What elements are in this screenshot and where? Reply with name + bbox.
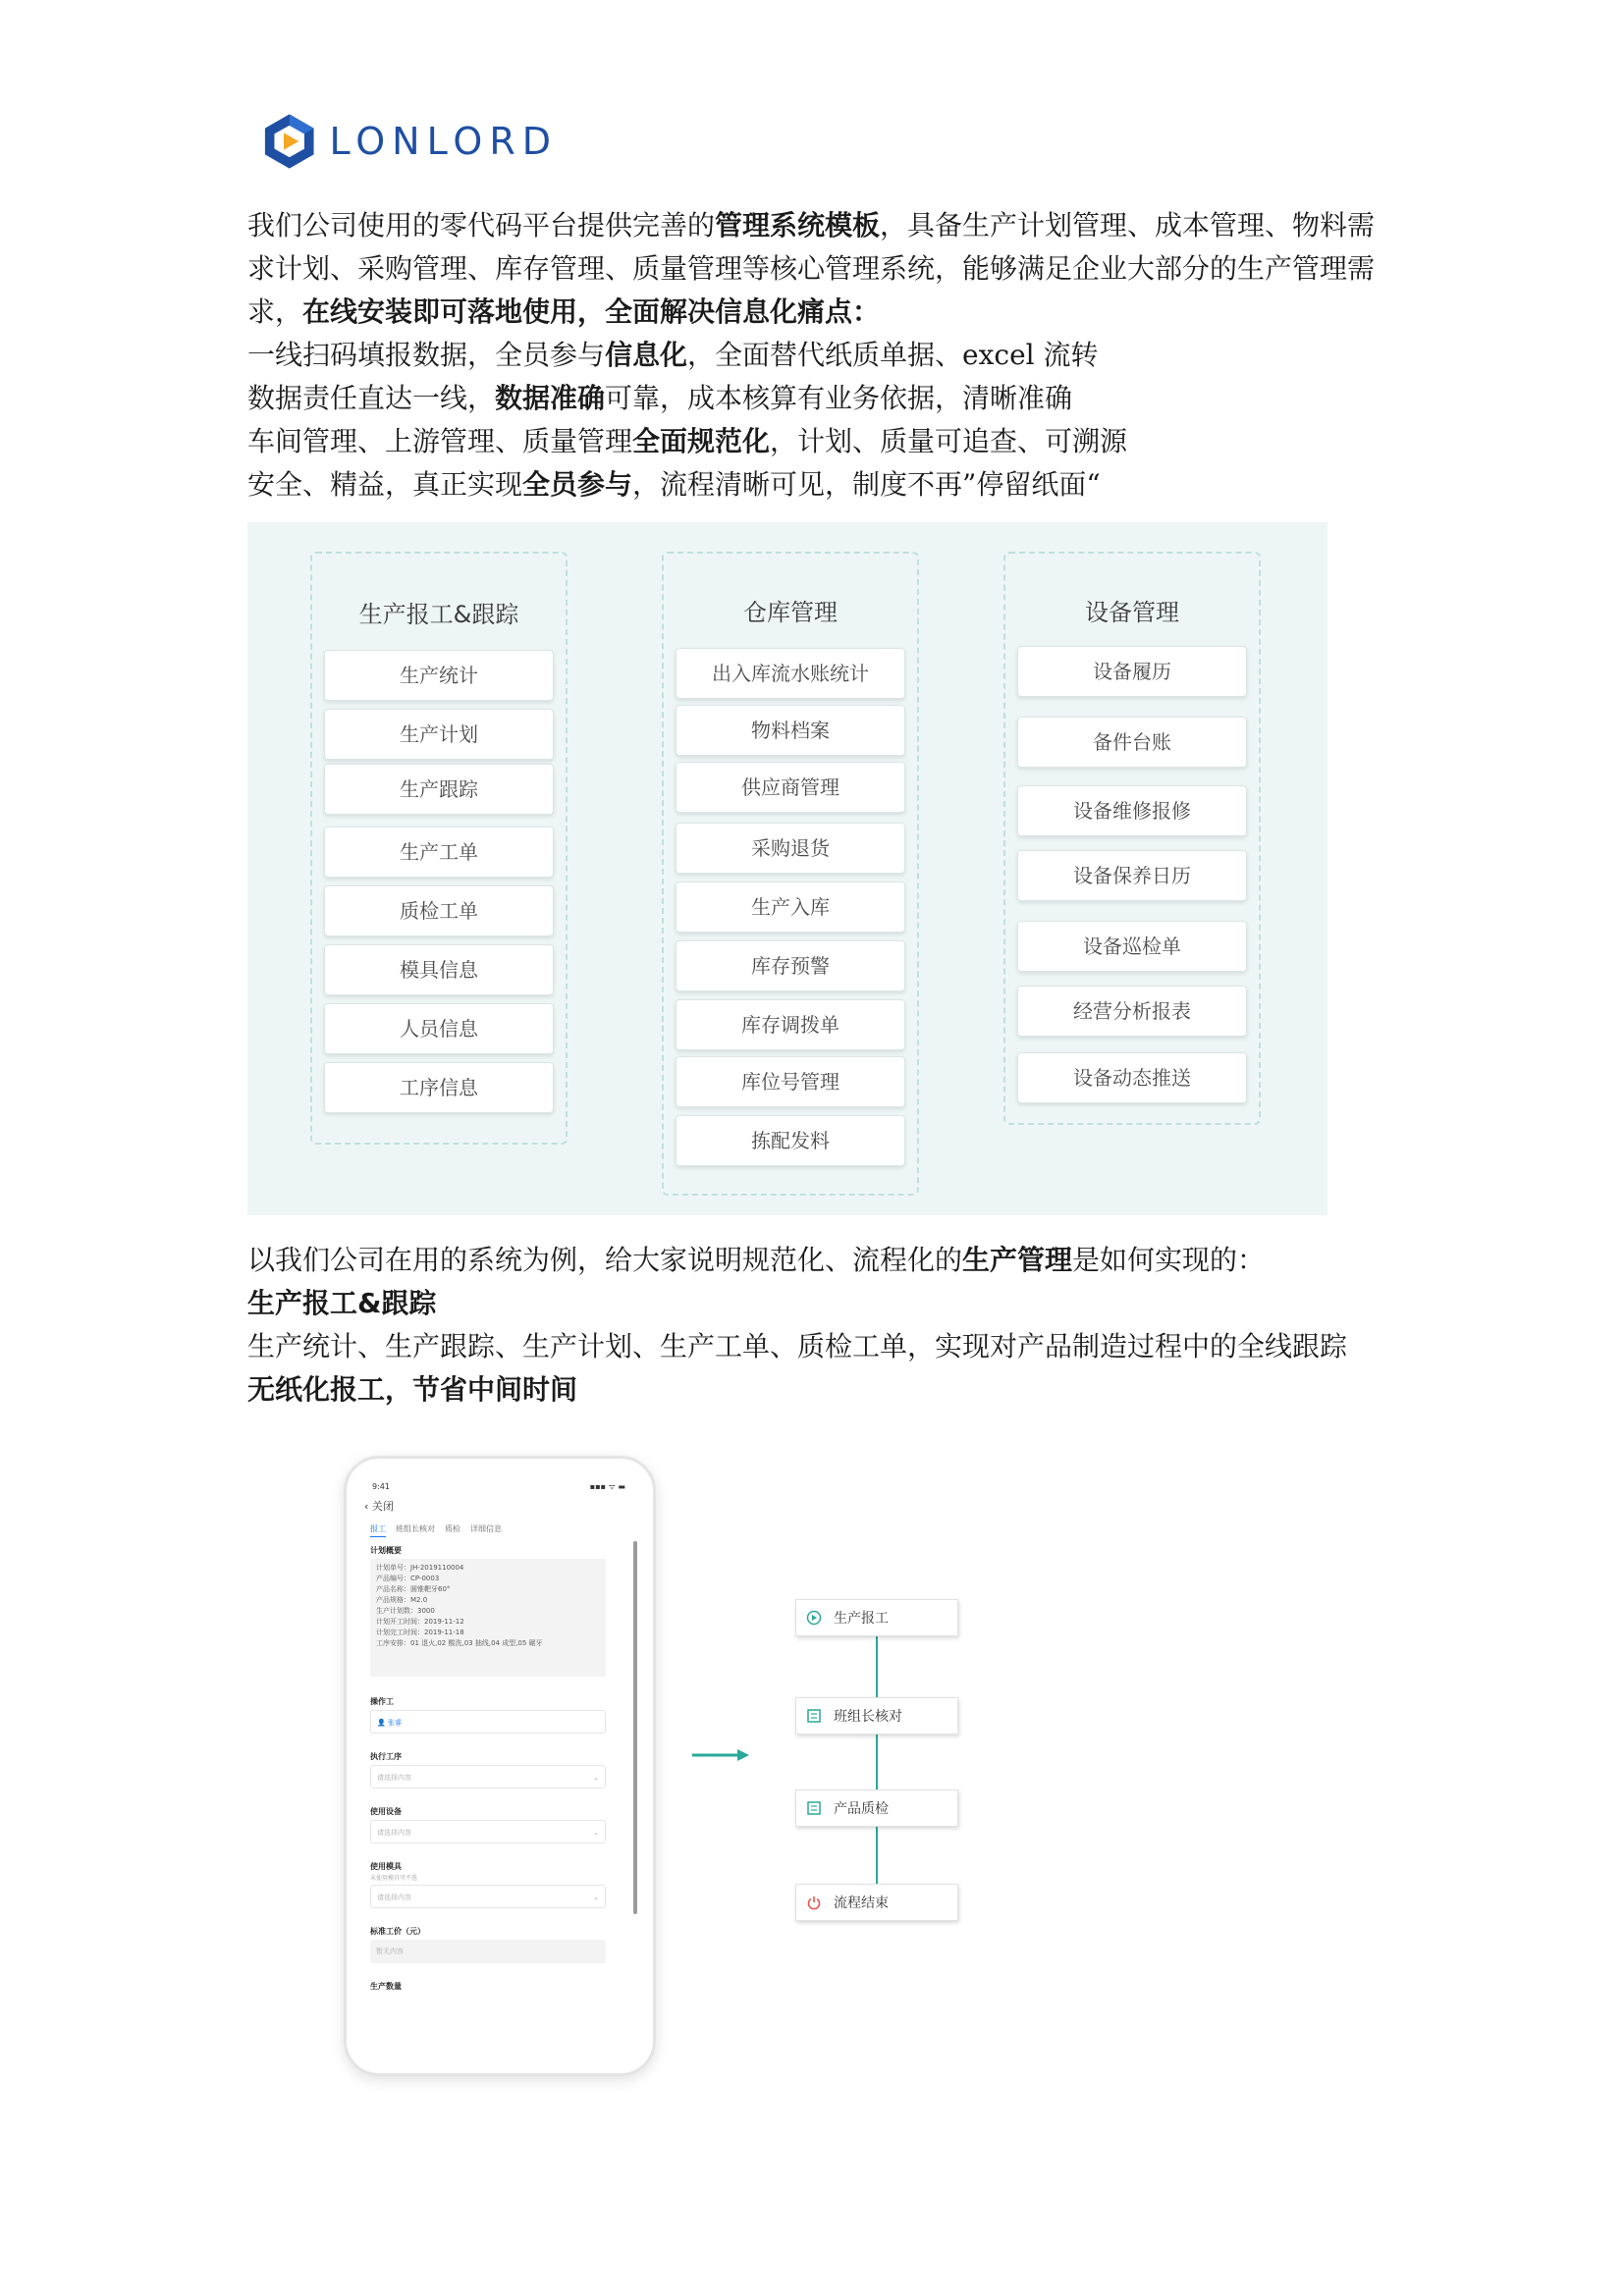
- module-button[interactable]: 库位号管理: [676, 1056, 905, 1107]
- section-heading: 生产报工&跟踪: [247, 1287, 437, 1319]
- process-label: 执行工序: [370, 1752, 402, 1761]
- status-icons: ▪▪▪ ᯤ ▬: [589, 1482, 625, 1491]
- device-select[interactable]: 请选择内容 ⌄: [370, 1820, 606, 1843]
- flow-node-team-leader-check[interactable]: 班组长核对: [795, 1697, 958, 1735]
- column-title: 设备管理: [1085, 599, 1179, 626]
- play-circle-icon: [806, 1610, 822, 1626]
- module-button[interactable]: 生产入库: [676, 881, 905, 933]
- summary-line: 计划开工时间：2019-11-12: [376, 1618, 464, 1626]
- summary-line: 生产计划数：3000: [376, 1607, 435, 1615]
- benefit-line-4: 安全、精益，真正实现全员参与，流程清晰可见，制度不再”停留纸面“: [247, 468, 1101, 501]
- module-diagram: [247, 522, 1327, 1215]
- process-select[interactable]: 请选择内容 ⌄: [370, 1765, 606, 1789]
- summary-line: 产品规格：M2.0: [376, 1596, 428, 1604]
- module-button[interactable]: 设备保养日历: [1017, 850, 1247, 901]
- user-icon: 👤: [377, 1719, 388, 1727]
- close-button[interactable]: ‹ 关闭: [364, 1500, 394, 1513]
- benefit-line-1: 一线扫码填报数据，全员参与信息化，全面替代纸质单据、excel 流转: [247, 339, 1099, 371]
- module-button[interactable]: 模具信息: [324, 944, 554, 995]
- module-button[interactable]: 人员信息: [324, 1003, 554, 1054]
- phone-mockup: [344, 1456, 656, 2076]
- tab-quality-check[interactable]: 质检: [445, 1524, 460, 1533]
- intro-paragraph: 我们公司使用的零代码平台提供完善的管理系统模板，具备生产计划管理、成本管理、物料需求计划、采购管理、库存管理、质量管理等核心管理系统，能够满足企业大部分的生产管理需求，在线安装即可落地使用，全面解决信息化痛点：: [247, 209, 1376, 328]
- column-title: 仓库管理: [743, 599, 838, 626]
- phone-screen: [356, 1472, 643, 2059]
- price-label: 标准工价（元）: [370, 1927, 425, 1936]
- module-button[interactable]: 拣配发料: [676, 1115, 905, 1166]
- module-button[interactable]: 设备动态推送: [1017, 1052, 1247, 1103]
- benefit-line-2: 数据责任直达一线，数据准确可靠，成本核算有业务依据，清晰准确: [247, 382, 1073, 414]
- module-button[interactable]: 设备履历: [1017, 646, 1247, 697]
- tab-report[interactable]: 报工: [370, 1523, 386, 1537]
- flow-node-quality-check[interactable]: 产品质检: [795, 1789, 958, 1827]
- chevron-down-icon: ⌄: [593, 1829, 599, 1837]
- summary-line: 工序安排：01 退火,02 酸洗,03 抽线,04 成型,05 碾牙: [376, 1639, 543, 1647]
- module-button[interactable]: 库存预警: [676, 940, 905, 991]
- summary-title: 计划概要: [370, 1546, 402, 1555]
- module-column-production: [310, 552, 568, 1145]
- module-button[interactable]: 采购退货: [676, 823, 905, 874]
- power-icon: [806, 1895, 822, 1910]
- flow-node-production-report[interactable]: 生产报工: [795, 1599, 958, 1636]
- summary-line: 产品名称：圆锥靶牙60°: [376, 1585, 451, 1593]
- module-button[interactable]: 生产统计: [324, 650, 554, 701]
- tab-team-leader-check[interactable]: 班组长核对: [396, 1524, 435, 1533]
- flow-node-process-end[interactable]: 流程结束: [795, 1884, 958, 1921]
- chevron-down-icon: ⌄: [593, 1894, 599, 1901]
- mold-label: 使用模具: [370, 1862, 402, 1871]
- form-icon: [806, 1800, 822, 1816]
- module-button[interactable]: 备件台账: [1017, 717, 1247, 768]
- module-button[interactable]: 工序信息: [324, 1062, 554, 1113]
- status-time: 9:41: [372, 1482, 390, 1491]
- flow-connector: [876, 1827, 878, 1884]
- module-button[interactable]: 生产计划: [324, 709, 554, 760]
- price-value: 暂无内容: [370, 1940, 606, 1963]
- module-button[interactable]: 设备维修报修: [1017, 785, 1247, 836]
- module-button[interactable]: 设备巡检单: [1017, 921, 1247, 972]
- summary-line: 计划单号：JH-2019110004: [376, 1564, 464, 1572]
- summary-line: 产品编号：CP-0003: [376, 1575, 440, 1582]
- operator-field[interactable]: 👤 张睿: [370, 1710, 606, 1734]
- module-button[interactable]: 生产跟踪: [324, 764, 554, 815]
- benefit-line-3: 车间管理、上游管理、质量管理全面规范化，计划、质量可追查、可溯源: [247, 425, 1128, 457]
- chevron-down-icon: ⌄: [593, 1774, 599, 1782]
- device-label: 使用设备: [370, 1807, 402, 1816]
- section-description: 生产统计、生产跟踪、生产计划、生产工单、质检工单，实现对产品制造过程中的全线跟踪: [247, 1330, 1348, 1362]
- arrow-right-icon: [692, 1747, 749, 1763]
- lonlord-logo-icon: [263, 111, 315, 172]
- mold-note: 未使用模具可不选: [370, 1875, 418, 1882]
- module-button[interactable]: 库存调拨单: [676, 999, 905, 1050]
- brand-name: LONLORD: [329, 120, 558, 163]
- flow-connector: [876, 1735, 878, 1789]
- section-subheading: 无纸化报工，节省中间时间: [247, 1373, 578, 1406]
- operator-label: 操作工: [370, 1697, 394, 1706]
- module-button[interactable]: 生产工单: [324, 827, 554, 878]
- tab-details[interactable]: 详细信息: [470, 1524, 502, 1533]
- summary-line: 计划完工时间：2019-11-18: [376, 1629, 464, 1636]
- module-button[interactable]: 经营分析报表: [1017, 986, 1247, 1037]
- module-button[interactable]: 出入库流水账统计: [676, 648, 905, 699]
- section-intro: 以我们公司在用的系统为例，给大家说明规范化、流程化的生产管理是如何实现的：: [247, 1244, 1266, 1276]
- flow-connector: [876, 1636, 878, 1697]
- module-column-equipment: [1003, 552, 1261, 1125]
- mold-select[interactable]: 请选择内容 ⌄: [370, 1885, 606, 1908]
- module-column-warehouse: [662, 552, 919, 1196]
- form-icon: [806, 1708, 822, 1724]
- brand-logo: [263, 110, 558, 173]
- module-button[interactable]: 物料档案: [676, 705, 905, 756]
- form-tabs: [370, 1523, 502, 1537]
- column-title: 生产报工&跟踪: [358, 601, 519, 628]
- plan-summary: [370, 1559, 606, 1677]
- scrollbar[interactable]: [633, 1541, 637, 1914]
- module-button[interactable]: 质检工单: [324, 885, 554, 936]
- quantity-label: 生产数量: [370, 1982, 402, 1991]
- module-button[interactable]: 供应商管理: [676, 762, 905, 813]
